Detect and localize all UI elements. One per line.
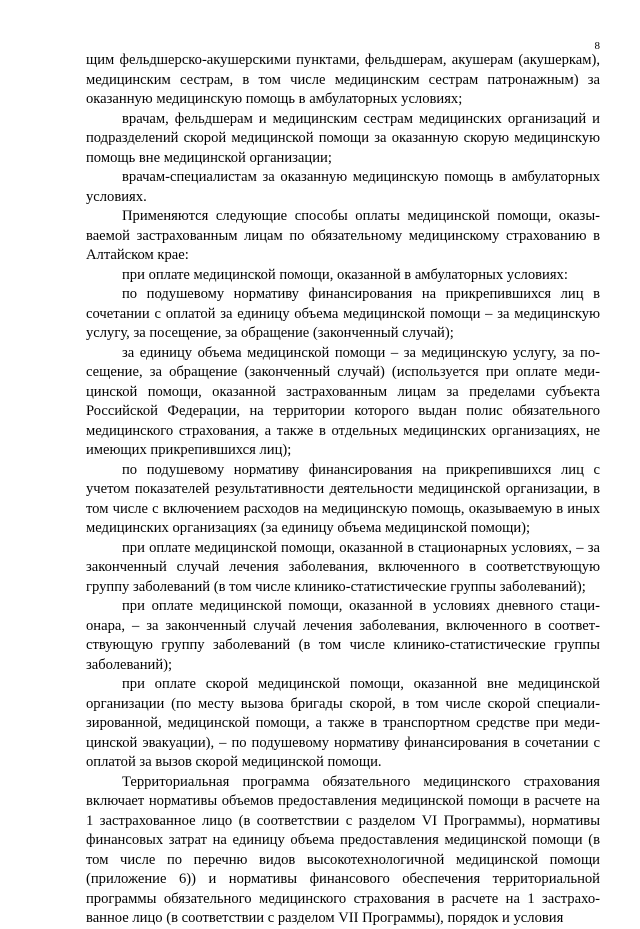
paragraph: при оплате медицинской помощи, оказанной в условиях дневного стационара, – за законченный случай лечения заболевания, включенного в соответствующую группу заболеваний (в том числе клинико-статистические группы заболеваний);: [86, 598, 600, 673]
paragraph: по подушевому нормативу финансирования на прикрепившихся лиц в сочетании с оплатой за единицу объема медицинской помощи – за медицинскую услугу, за посещение, за обращение (законченный случай);: [86, 286, 600, 341]
paragraph: Применяются следующие способы оплаты медицинской помощи, оказываемой застрахованным лицам по обязательному медицинскому страхованию в Алтайском крае:: [86, 208, 600, 263]
paragraph: врачам, фельдшерам и медицинским сестрам медицинских организаций и подразделений скорой медицинской помощи за оказанную скорую медицинскую помощь вне медицинской организации;: [86, 110, 600, 166]
paragraph: за единицу объема медицинской помощи – за медицинскую услугу, за посещение, за обращение (законченный случай) (используется при оплате медицинской помощи, оказанной застрахованным лицам за пределами субъекта Российской Федерации, на территории которого выдан полис обязательного медицинского страхования, а также в отдельных медицинских организациях, не имеющих прикрепившихся лиц);: [86, 344, 600, 458]
paragraph: при оплате медицинской помощи, оказанной в амбулаторных условиях:: [122, 266, 568, 283]
paragraph: при оплате скорой медицинской помощи, оказанной вне медицинской организации (по месту вызова бригады скорой, в том числе скорой специализированной, медицинской помощи, а также в транспортном средстве при медицинской эвакуации), – по подушевому нормативу финансирования в сочетании с оплатой за вызов скорой медицинской помощи.: [86, 676, 600, 770]
paragraph: по подушевому нормативу финансирования на прикрепившихся лиц с учетом показателей результативности деятельности медицинской организации, в том числе с включением расходов на медицинскую помощь, оказываемую в иных медицинских организациях (за единицу объема медицинской помощи);: [86, 461, 600, 536]
paragraph: Территориальная программа обязательного медицинского страхования включает нормативы объемов предоставления медицинской помощи в расчете на 1 застрахованное лицо (в соответствии с разделом VI Программы), нормативы финансовых затрат на единицу объема предоставления медицинской помощи (в том числе по перечню видов высокотехнологичной медицинской помощи (приложение 6)) и нормативы финансового обеспечения территориальной программы обязательного медицинского страхования в расчете на 1 застрахованное лицо (в соответствии с разделом VII Программы), порядок и условия: [86, 773, 600, 926]
paragraph: при оплате медицинской помощи, оказанной в стационарных условиях, – за законченный случай лечения заболевания, включенного в соответствующую группу заболеваний (в том числе клинико-статистические группы заболеваний);: [86, 539, 600, 595]
document-body: [86, 51, 600, 929]
page-number: 8: [594, 40, 600, 52]
paragraph: врачам-специалистам за оказанную медицинскую помощь в амбулаторных условиях.: [86, 169, 600, 205]
paragraph: щим фельдшерско-акушерскими пунктами, фельдшерам, акушерам (акушеркам), медицинским сестрам, в том числе медицинским сестрам патронажным) за оказанную медицинскую помощь в амбулаторных условиях;: [86, 52, 600, 107]
